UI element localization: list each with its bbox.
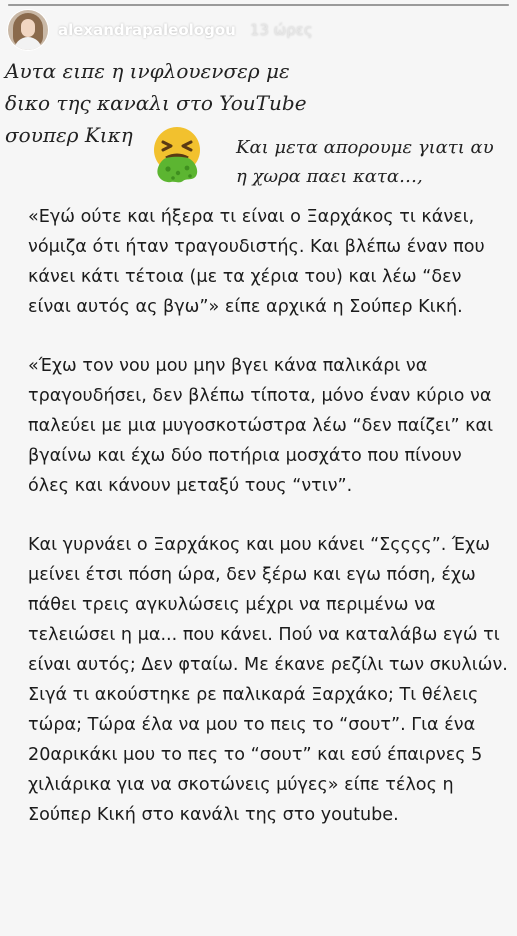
story-progress-bar [8, 4, 509, 6]
article-paragraph: Και γυρνάει ο Ξαρχάκος και μου κάνει “Σςςςς”. Έχω μείνει έτσι πόση ώρα, δεν ξέρω και εγω πόση, έχω πάθει τρεις αγκυλώσεις μέχρι να περιμένω να τελειώσει η μα... που κάνει. Πού να καταλάβω εγώ τι είναι αυτός; Δεν φταίω. Με έκανε ρεζίλι των σκυλιών. Σιγά τι ακούστηκε ρε παλικαρά Ξαρχάκο; Τι θέλεις τώρα; Τώρα έλα να μου το πεις το “σουτ”. Για ένα 20αρικάκι μου το πες το “σουτ” και εσύ έπαιρνες 5 χιλιάρικα για να σκοτώνεις μύγες» είπε τέλος η Σούπερ Κική στο κανάλι της στο youtube. [28, 535, 508, 825]
story-header [8, 10, 313, 50]
caption-right [236, 133, 494, 191]
caption-line: Αυτα ειπε η ινφλουενσερ με [5, 59, 290, 83]
username[interactable]: alexandrapaleologou [58, 21, 236, 39]
caption-line: η χωρα παει κατα…, [236, 166, 423, 187]
article-paragraph: «Έχω τον νου μου μην βγει κάνα παλικάρι να τραγουδήσει, δεν βλέπω τίποτα, μόνο έναν κύριο να παλεύει με μια μυγοσκοτώστρα λέω “δεν παίζει” και βγαίνω και έχω δύο ποτήρια μοσχάτο που πίνουν όλες και κάνουν μεταξύ τους “ντιν”. [28, 356, 494, 496]
avatar[interactable] [8, 10, 48, 50]
caption-line: σουπερ Κικη [5, 123, 133, 147]
caption-line: Και μετα απορουμε γιατι αυ [236, 137, 494, 158]
caption-line: δικο της καναλι στο YouTube [5, 91, 307, 115]
story-progress-fill [8, 4, 509, 6]
avatar-face [21, 19, 35, 37]
article-paragraph: «Εγώ ούτε και ήξερα τι είναι ο Ξαρχάκος τι κάνει, νόμιζα ότι ήταν τραγουδιστής. Και βλέπω έναν που κάνει κάτι τέτοια (με τα χέρια του) και λέω “δεν είναι αυτός ας βγω”» είπε αρχικά η Σούπερ Κική. [28, 207, 485, 317]
post-time: 13 ώρες [249, 21, 313, 39]
quoted-article-text [28, 202, 508, 859]
nauseated-vomiting-face-icon [150, 125, 204, 183]
